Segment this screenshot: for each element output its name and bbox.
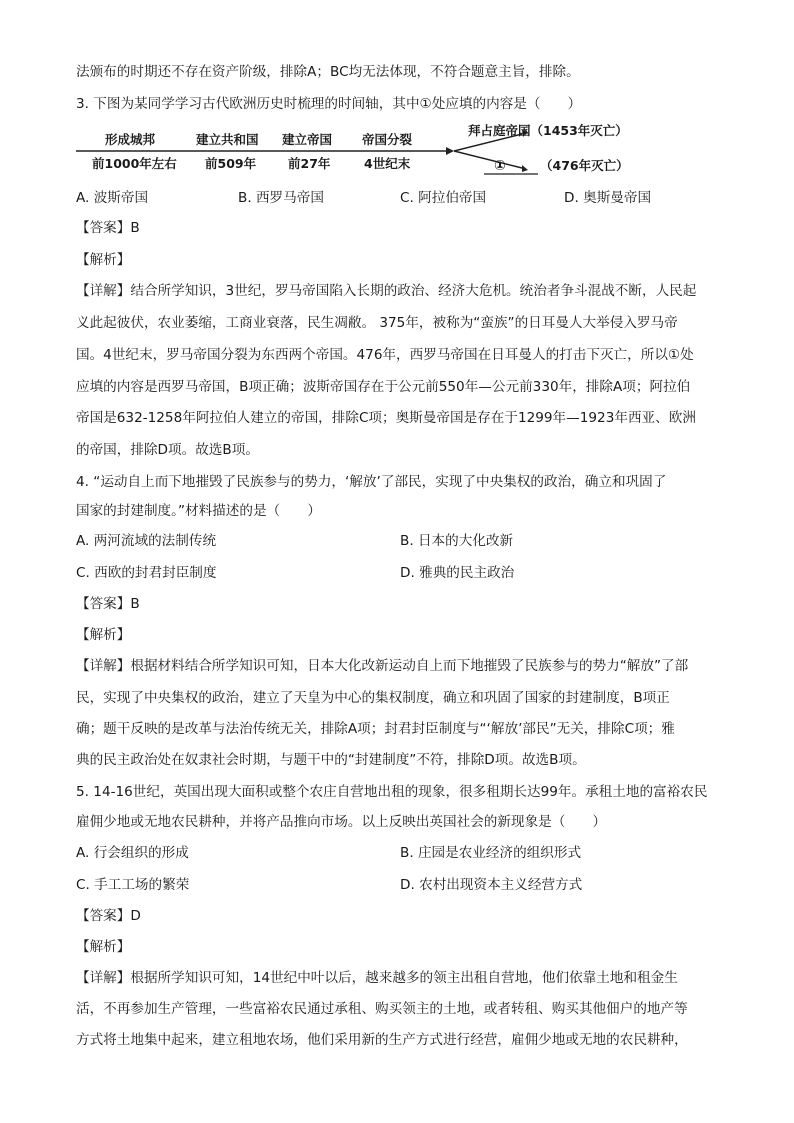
timeline-event-2-date: 前509年	[205, 156, 257, 171]
timeline-event-1-label: 形成城邦	[105, 132, 156, 147]
detail-text: 帝国是632-1258年阿拉伯人建立的帝国，排除C项；奥斯曼帝国是存在于1299年—1923年西亚、欧洲	[76, 410, 696, 426]
timeline-event-3-label: 建立帝国	[282, 132, 333, 147]
detail-text: 活，不再参加生产管理，一些富裕农民通过承租、购买领主的土地，或者转租、购买其他佃户的地产等	[76, 1001, 688, 1017]
timeline-blank-marker: ①	[494, 158, 506, 174]
timeline-event-4-date: 4世纪末	[364, 156, 411, 171]
detail-text: 义此起彼伏，农业萎缩，工商业衰落，民生凋敝。 375年，被称为“蛮族”的日耳曼人大举侵入罗马帝	[76, 315, 678, 331]
detail-text: 应填的内容是西罗马帝国，B项正确；波斯帝国存在于公元前550年—公元前330年，排除A项；阿拉伯	[76, 379, 691, 395]
detail-text: 确；题干反映的是改革与法治传统无关，排除A项；封君封臣制度与“‘解放’部民”无关，排除C项；雅	[76, 721, 675, 737]
detail-text: 的帝国，排除D项。故选B项。	[76, 442, 259, 458]
question-5-stem: 5. 14-16世纪，英国出现大面积或整个农庄自营地出租的现象，很多租期长达99年。承租土地的富裕农民	[76, 784, 708, 800]
option-a: A. 波斯帝国	[76, 190, 149, 206]
answer-label: 【答案】B	[76, 596, 140, 612]
option-b: B. 日本的大化改新	[400, 533, 514, 549]
option-a: A. 行会组织的形成	[76, 845, 189, 861]
answer-label: 【答案】B	[76, 220, 140, 236]
option-d: D. 雅典的民主政治	[400, 565, 515, 581]
detail-text: 国。4世纪末，罗马帝国分裂为东西两个帝国。476年，西罗马帝国在日耳曼人的打击下灭亡，所以①处	[76, 347, 694, 363]
option-d: D. 奥斯曼帝国	[564, 190, 652, 206]
detail-text: 【详解】根据材料结合所学知识可知，日本大化改新运动自上而下地摧毁了民族参与的势力“解放”了部	[76, 658, 689, 674]
option-a: A. 两河流域的法制传统	[76, 533, 217, 549]
option-c: C. 阿拉伯帝国	[400, 190, 487, 206]
question-4-stem: 4. “运动自上而下地摧毁了民族参与的势力，‘解放’了部民，实现了中央集权的政治，确立和巩固了	[76, 474, 667, 490]
question-5-stem: 雇佣少地或无地农民耕种，并将产品推向市场。以上反映出英国社会的新现象是（ ）	[76, 814, 607, 830]
timeline-branch-lower: （476年灭亡）	[540, 158, 629, 173]
detail-text: 方式将土地集中起来，建立租地农场，他们采用新的生产方式进行经营，雇佣少地或无地的农民耕种，	[76, 1032, 688, 1048]
analysis-label: 【解析】	[76, 939, 131, 955]
detail-text: 典的民主政治处在奴隶社会时期，与题干中的“封建制度”不符，排除D项。故选B项。	[76, 752, 586, 768]
option-d: D. 农村出现资本主义经营方式	[400, 877, 583, 893]
detail-text: 【详解】结合所学知识，3世纪，罗马帝国陷入长期的政治、经济大危机。统治者争斗混战不断，人民起	[76, 283, 697, 299]
detail-text: 【详解】根据所学知识可知，14世纪中叶以后，越来越多的领主出租自营地，他们依靠土地和租金生	[76, 970, 678, 986]
detail-text: 民，实现了中央集权的政治，建立了天皇为中心的集权制度，确立和巩固了国家的封建制度，B项正	[76, 690, 670, 706]
text-line: 法颁布的时期还不存在资产阶级，排除A；BC均无法体现，不符合题意主旨，排除。	[76, 64, 580, 80]
timeline-event-1-date: 前1000年左右	[92, 156, 177, 171]
question-4-stem: 国家的封建制度。”材料描述的是（ ）	[76, 503, 321, 519]
timeline-event-2-label: 建立共和国	[196, 132, 259, 147]
option-b: B. 庄园是农业经济的组织形式	[400, 845, 582, 861]
timeline-branch-upper: 拜占庭帝国（1453年灭亡）	[468, 123, 628, 138]
answer-label: 【答案】D	[76, 908, 141, 924]
analysis-label: 【解析】	[76, 252, 131, 268]
timeline-event-3-date: 前27年	[288, 156, 331, 171]
option-c: C. 手工工场的繁荣	[76, 877, 190, 893]
option-b: B. 西罗马帝国	[238, 190, 324, 206]
timeline-event-4-label: 帝国分裂	[362, 132, 413, 147]
question-3-stem: 3. 下图为某同学学习古代欧洲历史时梳理的时间轴，其中①处应填的内容是（ ）	[76, 96, 582, 112]
option-c: C. 西欧的封君封臣制度	[76, 565, 217, 581]
analysis-label: 【解析】	[76, 627, 131, 643]
